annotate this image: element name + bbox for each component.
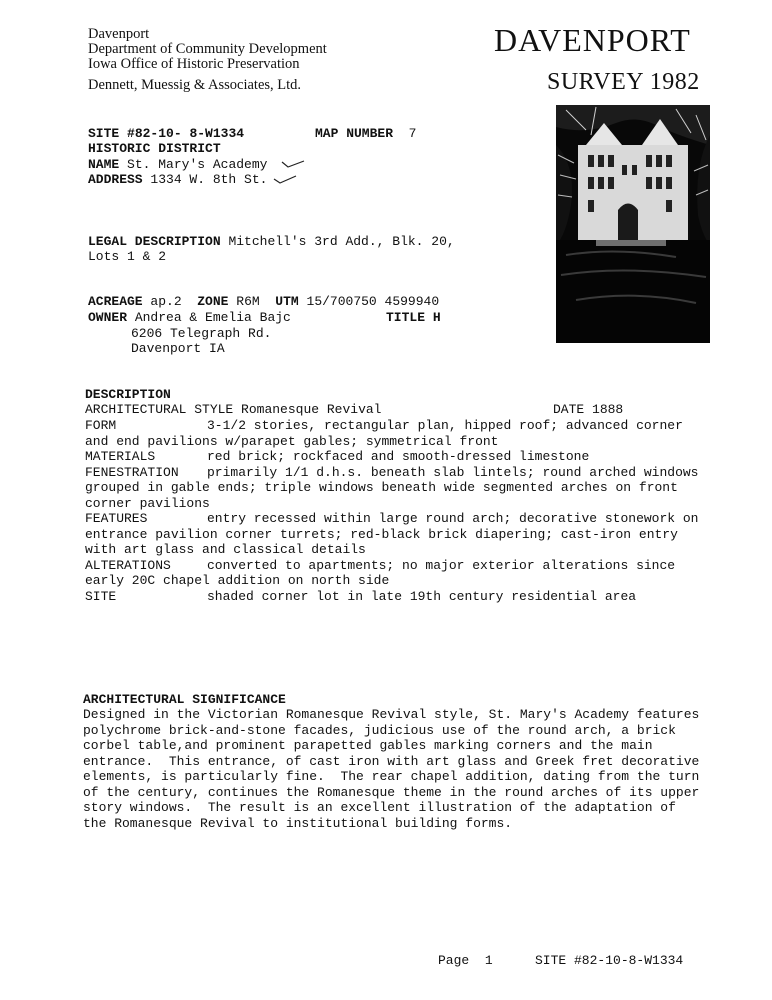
description-field-text: shaded corner lot in late 19th century residential area <box>207 588 637 604</box>
description-field-text: converted to apartments; no major exterior alterations since <box>207 557 676 573</box>
survey-title: DAVENPORT <box>494 22 691 58</box>
utm-value: 15/700750 4599940 <box>306 294 440 309</box>
map-number-row <box>315 126 416 142</box>
utm-label: UTM <box>275 294 299 309</box>
legal-description-row <box>88 234 455 250</box>
parcel-row <box>88 294 439 310</box>
checkmark-icon <box>280 158 306 170</box>
address-value: 1334 W. 8th St. <box>150 172 268 187</box>
description-field-text: red brick; rockfaced and smooth-dressed limestone <box>207 449 590 464</box>
historic-district-label: HISTORIC DISTRICT <box>88 141 221 156</box>
site-row <box>88 126 244 142</box>
survey-subtitle: SURVEY 1982 <box>547 69 700 95</box>
building-photo <box>556 105 710 343</box>
name-row <box>88 157 267 173</box>
address-label: ADDRESS <box>88 172 143 187</box>
description-continuation-text: and end pavilions w/parapet gables; symmetrical front <box>85 433 499 449</box>
description-field-label: FENESTRATION <box>85 464 179 480</box>
description-continuation-text: with art glass and classical details <box>85 542 366 557</box>
zone-label: ZONE <box>197 294 229 309</box>
architectural-style-label: ARCHITECTURAL STYLE <box>85 402 234 417</box>
header-agency-line-1: Davenport <box>88 26 150 42</box>
description-continuation-text: grouped in gable ends; triple windows beneath wide segmented arches on front <box>85 480 678 495</box>
footer-site-ref: SITE #82-10-8-W1334 <box>535 953 684 968</box>
name-value: St. Mary's Academy <box>127 157 268 172</box>
significance-text-line: corbel table,and prominent parapetted gables marking corners and the main <box>83 738 653 753</box>
title-row <box>386 310 441 326</box>
architectural-style-row <box>85 402 381 418</box>
site-value: #82-10- 8-W1334 <box>127 126 245 141</box>
description-continuation-text: early 20C chapel addition on north side <box>85 573 390 588</box>
owner-address-line-2: Davenport IA <box>131 341 225 356</box>
page-number: 1 <box>484 953 493 968</box>
map-number-label: MAP NUMBER <box>315 126 394 141</box>
owner-value: Andrea & Emelia Bajc <box>134 310 291 325</box>
checkmark-icon <box>272 173 298 185</box>
description-field-label: SITE <box>85 588 117 604</box>
architectural-style-value: Romanesque Revival <box>241 402 382 417</box>
description-field-label: ALTERATIONS <box>85 557 171 573</box>
legal-description-line-2: Lots 1 & 2 <box>88 249 167 264</box>
description-continuation-text: entrance pavilion corner turrets; red-black brick diapering; cast-iron entry <box>85 526 678 542</box>
date-row <box>553 402 623 418</box>
site-label: SITE <box>88 126 120 141</box>
acreage-value: ap.2 <box>150 294 182 309</box>
footer-page <box>438 953 493 969</box>
legal-description-label: LEGAL DESCRIPTION <box>88 234 221 249</box>
header-agency-line-2: Department of Community Development <box>88 41 327 57</box>
description-field-label: FORM <box>85 418 117 433</box>
header-consultant: Dennett, Muessig & Associates, Ltd. <box>88 77 302 93</box>
significance-text-line: of the century, continues the Romanesque theme in the round arches of its upper <box>83 784 700 800</box>
map-number-value: 7 <box>408 126 417 141</box>
title-label: TITLE <box>386 310 426 325</box>
description-field-text: entry recessed within large round arch; decorative stonework on <box>207 511 699 526</box>
date-value: 1888 <box>592 402 624 417</box>
owner-address-line-1: 6206 Telegraph Rd. <box>131 326 272 341</box>
description-field-text: primarily 1/1 d.h.s. beneath slab lintels; round arched windows <box>207 464 699 480</box>
owner-label: OWNER <box>88 310 128 325</box>
significance-text-line: story windows. The result is an excellent illustration of the adaptation of <box>83 800 676 815</box>
owner-row <box>88 310 291 326</box>
title-value: H <box>432 310 441 325</box>
significance-text-line: polychrome brick-and-stone facades, judicious use of the round arch, a brick <box>83 722 676 738</box>
significance-text-line: Designed in the Victorian Romanesque Revival style, St. Mary's Academy features <box>83 707 700 722</box>
description-field-label: FEATURES <box>85 511 148 526</box>
significance-text-line: elements, is particularly fine. The rear chapel addition, dating from the turn <box>83 769 700 784</box>
legal-description-value: Mitchell's 3rd Add., Blk. 20, <box>228 234 455 249</box>
significance-heading: ARCHITECTURAL SIGNIFICANCE <box>83 692 286 707</box>
address-row <box>88 172 267 188</box>
page-label: Page <box>438 953 470 968</box>
zone-value: R6M <box>236 294 260 309</box>
significance-text-line: entrance. This entrance, of cast iron with art glass and Greek fret decorative <box>83 753 700 769</box>
header-agency-line-3: Iowa Office of Historic Preservation <box>88 56 300 72</box>
description-heading: DESCRIPTION <box>85 387 171 402</box>
description-field-label: MATERIALS <box>85 449 156 464</box>
name-label: NAME <box>88 157 120 172</box>
significance-text-line: the Romanesque Revival to institutional building forms. <box>83 815 513 831</box>
description-field-text: 3-1/2 stories, rectangular plan, hipped roof; advanced corner <box>207 418 683 433</box>
description-continuation-text: corner pavilions <box>85 495 210 511</box>
acreage-label: ACREAGE <box>88 294 143 309</box>
date-label: DATE <box>553 402 585 417</box>
